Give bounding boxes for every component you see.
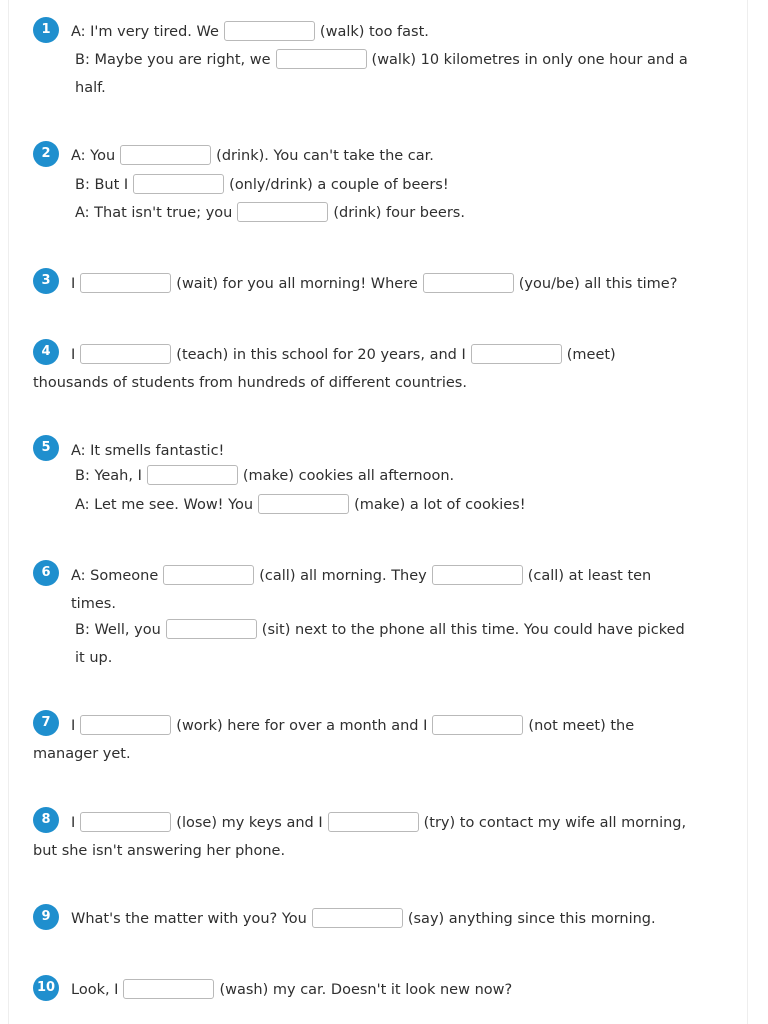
answer-input-6-1[interactable]	[163, 565, 254, 585]
answer-input-7-2[interactable]	[432, 715, 523, 735]
sentence-text: (walk) 10 kilometres in only one hour and a	[371, 52, 688, 68]
answer-input-6-2[interactable]	[432, 565, 523, 585]
question-line	[33, 371, 467, 395]
question-number-badge: 1	[33, 17, 59, 43]
question-line	[71, 978, 512, 1002]
question-line	[75, 493, 526, 517]
sentence-text: (wait) for you all morning! Where	[176, 276, 418, 292]
sentence-text: (wash) my car. Doesn't it look new now?	[219, 982, 513, 998]
sentence-text: I	[71, 718, 76, 734]
sentence-text: it up.	[75, 650, 113, 666]
answer-input-3-2[interactable]	[423, 273, 514, 293]
sentence-text: (say) anything since this morning.	[407, 911, 656, 927]
question-line	[33, 742, 131, 766]
answer-input-7-1[interactable]	[80, 715, 171, 735]
question-line	[71, 592, 116, 616]
sentence-text: times.	[71, 596, 116, 612]
sentence-text: (call) at least ten	[527, 568, 652, 584]
question-line	[75, 173, 449, 197]
sentence-text: but she isn't answering her phone.	[33, 843, 286, 859]
question-line	[33, 839, 285, 863]
sentence-text: (not meet) the	[528, 718, 635, 734]
sentence-text: B: Maybe you are right, we	[75, 52, 271, 68]
answer-input-4-1[interactable]	[80, 344, 171, 364]
sentence-text: B: Well, you	[75, 622, 161, 638]
sentence-text: A: It smells fantastic!	[71, 443, 225, 459]
exercise-sheet	[8, 0, 748, 1024]
sentence-text: A: You	[71, 148, 116, 164]
answer-input-5-1[interactable]	[147, 465, 238, 485]
answer-input-6-3[interactable]	[166, 619, 257, 639]
question-number-badge: 3	[33, 268, 59, 294]
sentence-text: What's the matter with you? You	[71, 911, 307, 927]
sentence-text: (walk) too fast.	[319, 24, 429, 40]
sentence-text: (meet)	[566, 347, 616, 363]
question-line	[75, 646, 112, 670]
sentence-text: thousands of students from hundreds of different countries.	[33, 375, 467, 391]
answer-input-8-1[interactable]	[80, 812, 171, 832]
answer-input-2-3[interactable]	[237, 202, 328, 222]
sentence-text: A: Let me see. Wow! You	[75, 497, 254, 513]
question-line	[75, 618, 685, 642]
sentence-text: (drink). You can't take the car.	[216, 148, 434, 164]
answer-input-10-1[interactable]	[123, 979, 214, 999]
sentence-text: Look, I	[71, 982, 119, 998]
sentence-text: A: I'm very tired. We	[71, 24, 219, 40]
sentence-text: (make) a lot of cookies!	[354, 497, 526, 513]
sentence-text: (only/drink) a couple of beers!	[229, 177, 449, 193]
sentence-text: (teach) in this school for 20 years, and I	[176, 347, 466, 363]
answer-input-8-2[interactable]	[328, 812, 419, 832]
answer-input-9-1[interactable]	[312, 908, 403, 928]
question-number-badge: 8	[33, 807, 59, 833]
question-line	[71, 20, 429, 44]
question-number-badge: 4	[33, 339, 59, 365]
question-line	[71, 343, 616, 367]
question-line	[71, 714, 634, 738]
question-line	[71, 144, 434, 168]
sentence-text: (sit) next to the phone all this time. You could have picked	[261, 622, 685, 638]
sentence-text: (you/be) all this time?	[518, 276, 678, 292]
question-number-badge: 10	[33, 975, 59, 1001]
answer-input-4-2[interactable]	[471, 344, 562, 364]
question-number-badge: 7	[33, 710, 59, 736]
question-line	[75, 464, 454, 488]
question-line	[75, 201, 465, 225]
answer-input-2-2[interactable]	[133, 174, 224, 194]
sentence-text: B: But I	[75, 177, 129, 193]
question-number-badge: 2	[33, 141, 59, 167]
sentence-text: (try) to contact my wife all morning,	[423, 815, 687, 831]
answer-input-3-1[interactable]	[80, 273, 171, 293]
question-number-badge: 5	[33, 435, 59, 461]
sentence-text: A: Someone	[71, 568, 159, 584]
question-number-badge: 9	[33, 904, 59, 930]
question-line	[71, 564, 651, 588]
answer-input-2-1[interactable]	[120, 145, 211, 165]
question-line	[71, 811, 686, 835]
sentence-text: A: That isn't true; you	[75, 205, 233, 221]
question-line	[75, 76, 106, 100]
answer-input-1-2[interactable]	[276, 49, 367, 69]
sentence-text: manager yet.	[33, 746, 131, 762]
sentence-text: (lose) my keys and I	[176, 815, 323, 831]
sentence-text: (call) all morning. They	[259, 568, 427, 584]
answer-input-5-2[interactable]	[258, 494, 349, 514]
sentence-text: (work) here for over a month and I	[176, 718, 428, 734]
sentence-text: half.	[75, 80, 106, 96]
sentence-text: B: Yeah, I	[75, 468, 142, 484]
question-line	[71, 272, 677, 296]
answer-input-1-1[interactable]	[224, 21, 315, 41]
question-line	[75, 48, 688, 72]
sentence-text: (drink) four beers.	[333, 205, 465, 221]
question-number-badge: 6	[33, 560, 59, 586]
sentence-text: I	[71, 276, 76, 292]
sentence-text: (make) cookies all afternoon.	[242, 468, 455, 484]
question-line	[71, 907, 656, 931]
question-line	[71, 439, 224, 463]
sentence-text: I	[71, 347, 76, 363]
sentence-text: I	[71, 815, 76, 831]
